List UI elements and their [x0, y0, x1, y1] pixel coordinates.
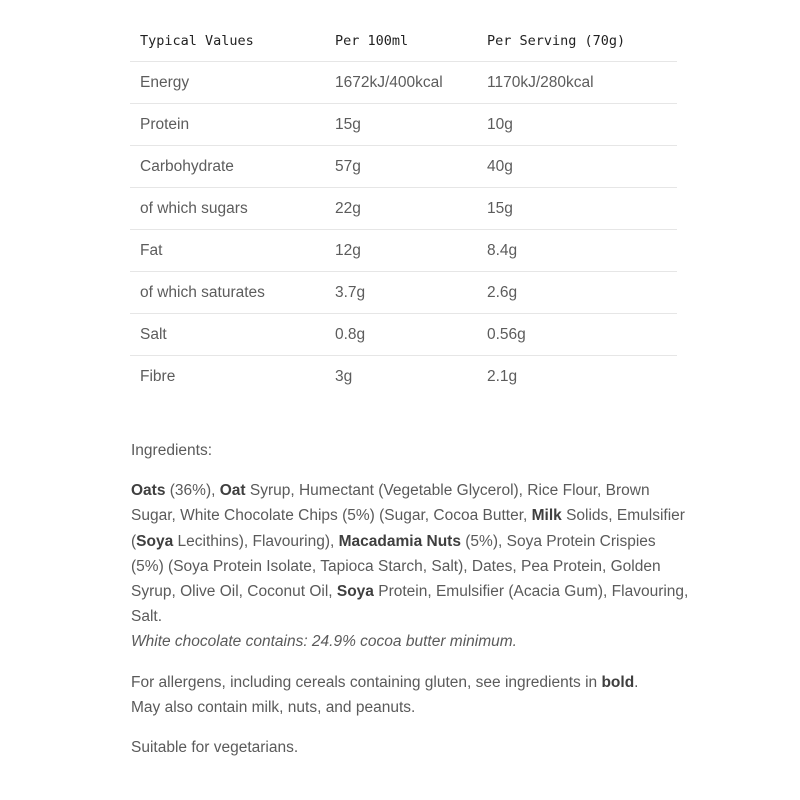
- value-per-100ml: 12g: [325, 230, 477, 272]
- value-per-100ml: 15g: [325, 104, 477, 146]
- nutrient-name: of which saturates: [130, 272, 325, 314]
- ingredient-text: Protein, Emulsifier (Acacia Gum), Flavouring, Salt.: [131, 583, 689, 626]
- value-per-100ml: 3g: [335, 367, 353, 385]
- table-row: [130, 314, 677, 356]
- white-chocolate-note: White chocolate contains: 24.9% cocoa butter minimum.: [131, 633, 517, 651]
- value-per-100ml: 57g: [325, 146, 477, 188]
- allergen-text: Oats: [131, 482, 166, 500]
- header-typical-values: Typical Values: [130, 20, 325, 62]
- allergen-text: Macadamia Nuts: [338, 532, 461, 550]
- vegetarian-statement: Suitable for vegetarians.: [131, 739, 299, 757]
- value-per-serving: 2.6g: [477, 272, 677, 314]
- table-row: [130, 104, 677, 146]
- value-per-serving: 15g: [477, 188, 677, 230]
- table-row: [130, 62, 677, 104]
- ingredient-text: (36%),: [165, 482, 220, 500]
- value-per-100ml: 22g: [325, 188, 477, 230]
- value-per-serving: 8.4g: [477, 230, 677, 272]
- ingredient-text: Syrup, Humectant (Vegetable Glycerol), Rice Flour, Brown Sugar, White Chocolate Chips (5%) (Sugar, Cocoa Butter,: [131, 482, 650, 525]
- nutrient-name: Energy: [130, 62, 325, 104]
- header-per-serving: Per Serving (70g): [477, 20, 677, 62]
- table-row: [130, 188, 677, 230]
- nutrient-name: Fat: [130, 230, 325, 272]
- nutrient-name: Carbohydrate: [130, 146, 325, 188]
- nutrient-name: of which sugars: [130, 188, 325, 230]
- value-per-100ml: 3.7g: [325, 272, 477, 314]
- product-info: [131, 438, 691, 760]
- table-header-row: [130, 20, 677, 62]
- value-per-serving: 2.1g: [487, 367, 518, 385]
- nutrient-name: Fibre: [140, 367, 176, 385]
- nutrient-name: Protein: [130, 104, 325, 146]
- allergen-advice-bold: bold: [601, 673, 635, 691]
- table-row: [130, 230, 677, 272]
- table-row: [130, 356, 677, 398]
- value-per-serving: 10g: [477, 104, 677, 146]
- value-per-serving: 40g: [477, 146, 677, 188]
- allergen-advice: [131, 670, 691, 720]
- value-per-serving: 1170kJ/280kcal: [477, 62, 677, 104]
- allergen-text: Oat: [219, 482, 246, 500]
- allergen-text: Milk: [531, 507, 562, 525]
- ingredient-text: Lecithins), Flavouring),: [173, 532, 339, 550]
- ingredient-text: (5%), Soya Protein Crispies (5%) (Soya Protein Isolate, Tapioca Starch, Salt), Dates, Pea Protein, Golden Syrup, Olive Oil, Coconut Oil,: [131, 532, 661, 601]
- table-row: [130, 146, 677, 188]
- allergen-text: Soya: [136, 532, 174, 550]
- ingredient-text: Solids, Emulsifier (: [131, 507, 685, 550]
- allergen-text: Soya: [336, 583, 374, 601]
- header-per-100ml: Per 100ml: [325, 20, 477, 62]
- nutrition-table: [130, 20, 677, 397]
- may-contain-text: May also contain milk, nuts, and peanuts.: [131, 698, 416, 716]
- value-per-100ml: 0.8g: [325, 314, 477, 356]
- ingredients-heading: Ingredients:: [131, 442, 212, 459]
- ingredients-list: [131, 478, 691, 629]
- table-row: [130, 272, 677, 314]
- allergen-advice-text: For allergens, including cereals containing gluten, see ingredients in: [131, 673, 602, 691]
- allergen-advice-suffix: .: [634, 673, 639, 691]
- value-per-100ml: 1672kJ/400kcal: [325, 62, 477, 104]
- value-per-serving: 0.56g: [477, 314, 677, 356]
- nutrient-name: Salt: [130, 314, 325, 356]
